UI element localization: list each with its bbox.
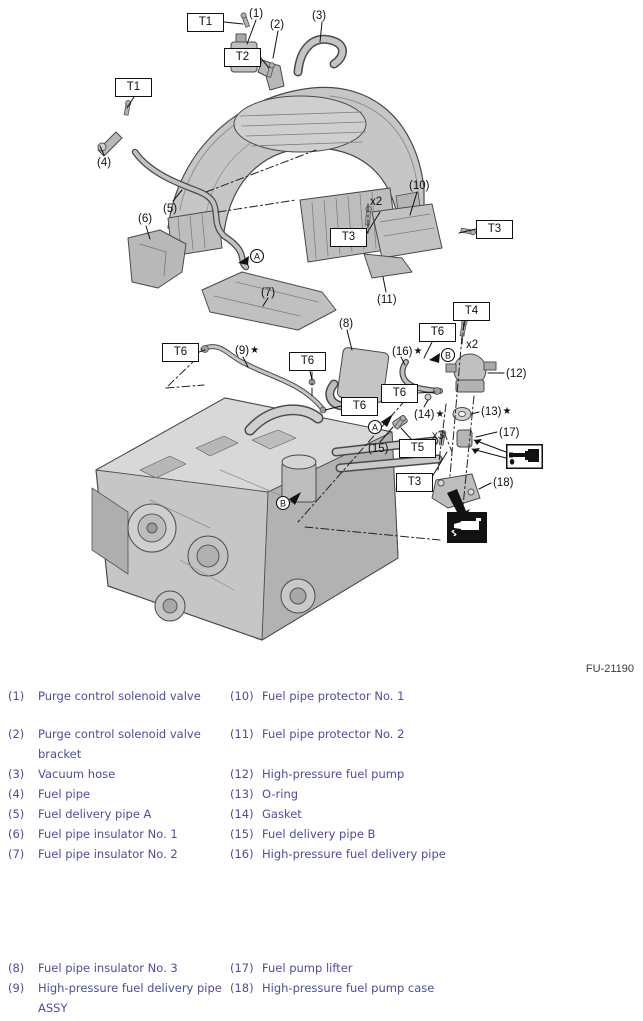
tool-callout-t6-e: T6 [341, 397, 378, 416]
marker-a1 [251, 250, 264, 263]
svg-text:B: B [444, 350, 452, 361]
quantity-label-x2-top: x2 [370, 196, 383, 208]
part-label-4: (4) [97, 157, 112, 169]
part-number: (1) [8, 689, 25, 703]
svg-text:A: A [253, 251, 261, 262]
part-name: High-pressure fuel pump [262, 767, 405, 781]
part-name: Fuel pipe insulator No. 2 [38, 847, 178, 861]
parts-list-lower [8, 958, 488, 1018]
part-name: High-pressure fuel delivery pipe [262, 847, 446, 861]
tool-callout-t5: T5 [399, 439, 436, 458]
part-name: Purge control solenoid valve [38, 689, 201, 703]
part-label-15: (15) [368, 443, 389, 455]
part-name: Vacuum hose [38, 767, 116, 781]
part-label-8: (8) [339, 318, 354, 330]
tool-callout-t6-d: T6 [381, 384, 418, 403]
part-number: (14) [230, 807, 254, 821]
part-label-12: (12) [506, 368, 527, 380]
part-label-3: (3) [312, 10, 327, 22]
part-number: (3) [8, 767, 25, 781]
part-name: High-pressure fuel pump case [262, 981, 435, 995]
part-4-fuel-pipe [98, 132, 122, 156]
part-label-10: (10) [409, 180, 430, 192]
part-name: O-ring [262, 787, 299, 801]
part-13-o-ring [453, 408, 471, 421]
part-label-9: (9)★ [235, 345, 260, 357]
part-label-11: (11) [377, 294, 397, 306]
part-name: Fuel pump lifter [262, 961, 353, 975]
part-number: (2) [8, 727, 25, 741]
tool-callout-t3-left: T3 [330, 228, 367, 247]
quantity-label-x2-t4: x2 [466, 339, 479, 351]
star-marker: ★ [250, 345, 260, 356]
star-marker: ★ [435, 409, 445, 420]
part-number: (15) [230, 827, 254, 841]
part-name: Fuel pipe insulator No. 1 [38, 827, 178, 841]
part-name: Gasket [262, 807, 302, 821]
part-label-7: (7) [261, 287, 276, 299]
tool-callout-t1-top: T1 [187, 13, 224, 32]
part-number: (7) [8, 847, 25, 861]
part-name: Fuel pipe protector No. 1 [262, 689, 405, 703]
part-label-13: (13)★ [481, 406, 512, 418]
star-marker: ★ [502, 406, 512, 417]
part-label-1: (1) [249, 8, 264, 20]
part-7-insulator-2 [202, 272, 336, 330]
part-number: (16) [230, 847, 254, 861]
part-name: High-pressure fuel delivery pipe ASSY [38, 981, 222, 1015]
tool-callout-t6-a: T6 [419, 323, 456, 342]
part-number: (18) [230, 981, 254, 995]
tool-callout-t1-left: T1 [115, 78, 152, 97]
part-label-16: (16)★ [392, 346, 423, 358]
part-14-gasket [425, 394, 431, 400]
part-number: (6) [8, 827, 25, 841]
part-name: Fuel pipe [38, 787, 91, 801]
part-number: (8) [8, 961, 25, 975]
part-number: (5) [8, 807, 25, 821]
part-label-2: (2) [270, 19, 285, 31]
part-label-6: (6) [138, 213, 153, 225]
part-number: (13) [230, 787, 254, 801]
part-name: Fuel pipe insulator No. 3 [38, 961, 178, 975]
marker-b2 [277, 497, 290, 510]
part-name: Fuel delivery pipe B [262, 827, 376, 841]
part-number: (10) [230, 689, 254, 703]
tool-callout-t3-bottom: T3 [396, 473, 433, 492]
part-name: Fuel pipe protector No. 2 [262, 727, 405, 741]
part-10-protector-1 [372, 204, 442, 258]
parts-list-upper [8, 686, 488, 864]
svg-text:B: B [279, 498, 287, 509]
tool-callout-t6-c: T6 [289, 352, 326, 371]
part-number: (9) [8, 981, 25, 995]
part-label-14: (14)★ [414, 409, 445, 421]
part-11-protector-2 [364, 254, 412, 278]
tool-callout-t2: T2 [224, 48, 261, 67]
tool-callout-t4: T4 [453, 302, 490, 321]
part-label-17: (17) [499, 427, 520, 439]
part-label-5: (5) [163, 203, 178, 215]
part-name: Fuel delivery pipe A [38, 807, 152, 821]
part-label-18: (18) [493, 477, 514, 489]
marker-b1 [442, 349, 455, 362]
quantity-label-x3-t3: x3 [432, 430, 445, 442]
part-number: (17) [230, 961, 254, 975]
tool-callout-t6-b: T6 [162, 343, 199, 362]
part-number: (4) [8, 787, 25, 801]
part-name: Purge control solenoid valve bracket [38, 727, 201, 761]
part-number: (12) [230, 767, 254, 781]
star-marker: ★ [413, 346, 423, 357]
part-number: (11) [230, 727, 254, 741]
svg-text:A: A [371, 422, 379, 433]
marker-a2 [369, 421, 382, 434]
figure-code: FU-21190 [585, 663, 634, 675]
tool-callout-t3-right: T3 [476, 220, 513, 239]
